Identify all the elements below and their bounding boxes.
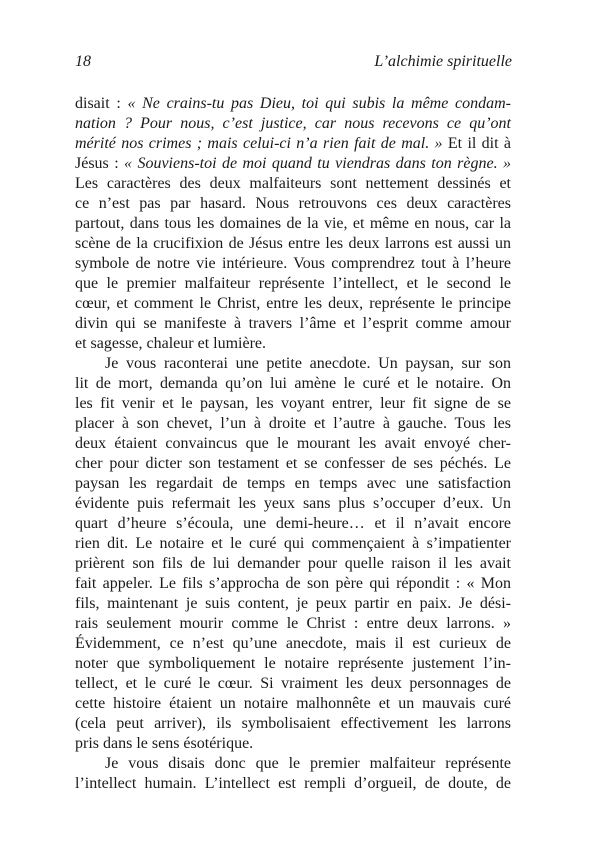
text-segment: rien dit. Le notaire et le curé qui commençaient à s’impatienter: [75, 535, 511, 552]
text-segment: Les caractères des deux malfaiteurs sont nettement dessinés et: [75, 175, 511, 192]
text-line: [75, 474, 511, 494]
italic-quote-text: « Ne crains-tu pas Dieu, toi qui subis la même condam-: [127, 95, 511, 112]
text-line: [75, 774, 511, 794]
text-segment: partout, dans tous les domaines de la vie, et même en nous, car la: [75, 215, 511, 232]
text-segment: que le premier malfaiteur représente l’intellect, et le second le: [75, 275, 511, 292]
text-segment: Je vous disais donc que le premier malfaiteur représente: [105, 755, 511, 772]
text-line: [75, 634, 511, 654]
text-line: [75, 414, 511, 434]
page-number: 18: [75, 53, 91, 70]
text-segment: noter que symboliquement le notaire représente justement l’in-: [75, 655, 511, 672]
text-line: [75, 434, 511, 454]
text-segment: cette histoire étaient un notaire malhonnête et un mauvais curé: [75, 695, 511, 712]
text-segment: (cela peut arriver), ils symbolisaient effectivement les larrons: [75, 715, 511, 732]
text-line: [75, 334, 511, 354]
text-line: [75, 374, 511, 394]
text-line: [75, 594, 511, 614]
text-line: [75, 234, 511, 254]
text-line: [75, 694, 511, 714]
text-line: [75, 554, 511, 574]
body-text: [75, 94, 511, 794]
text-line: [75, 294, 511, 314]
italic-quote-text: « Souviens-toi de moi quand tu viendras dans ton règne. »: [124, 155, 511, 172]
text-segment: ce n’est pas par hasard. Nous retrouvons ces deux caractères: [75, 195, 511, 212]
text-segment: évidente puis refermait les yeux sans plus s’occuper d’eux. Un: [75, 495, 511, 512]
text-segment: Évidemment, ce n’est qu’une anecdote, mais il est curieux de: [75, 635, 511, 652]
running-title: L’alchimie spirituelle: [374, 53, 512, 70]
text-line: [75, 174, 511, 194]
text-segment: quart d’heure s’écoula, une demi-heure… et il n’avait encore: [75, 515, 511, 532]
text-line: [75, 674, 511, 694]
text-segment: deux étaient convaincus que le mourant les avait envoyé cher-: [75, 435, 511, 452]
text-segment: divin qui se manifeste à travers l’âme et l’esprit comme amour: [75, 315, 511, 332]
text-line: [75, 214, 511, 234]
text-line: [75, 354, 511, 374]
text-line: [75, 194, 511, 214]
text-line: [75, 454, 511, 474]
text-segment: placer à son chevet, l’un à droite et l’autre à gauche. Tous les: [75, 415, 511, 432]
text-line: [75, 534, 511, 554]
text-line: [75, 94, 511, 114]
text-segment: fait appeler. Le fils s’approcha de son père qui répondit : « Mon: [75, 575, 511, 592]
text-line: [75, 654, 511, 674]
text-segment: lit de mort, demanda qu’on lui amène le curé et le notaire. On: [75, 375, 511, 392]
text-line: [75, 274, 511, 294]
text-segment: cœur, et comment le Christ, entre les deux, représente le principe: [75, 295, 511, 312]
text-line: [75, 254, 511, 274]
text-line: [75, 514, 511, 534]
text-line: [75, 134, 511, 154]
text-segment: l’intellect humain. L’intellect est rempli d’orgueil, de doute, de: [75, 775, 511, 792]
text-line: [75, 614, 511, 634]
text-segment: Je vous raconterai une petite anecdote. Un paysan, sur son: [105, 355, 511, 372]
text-line: [75, 114, 511, 134]
text-line: [75, 574, 511, 594]
text-segment: fils, maintenant je suis content, je peux partir en paix. Je dési-: [75, 595, 511, 612]
text-line: [75, 314, 511, 334]
text-segment: symbole de notre vie intérieure. Vous comprendrez tout à l’heure: [75, 255, 511, 272]
text-line: [75, 154, 511, 174]
text-segment: Jésus :: [75, 155, 125, 172]
italic-quote-text: nation ? Pour nous, c’est justice, car nous recevons ce qu’ont: [75, 115, 511, 132]
text-segment: pris dans le sens ésotérique.: [75, 735, 254, 752]
text-segment: Et il dit à: [442, 135, 511, 152]
text-segment: tellect, et le curé le cœur. Si vraiment les deux personnages de: [75, 675, 511, 692]
text-segment: scène de la crucifixion de Jésus entre les deux larrons est aussi un: [75, 235, 511, 252]
text-segment: disait :: [75, 95, 128, 112]
page-header: [75, 53, 512, 71]
text-line: [75, 734, 511, 754]
text-line: [75, 714, 511, 734]
text-segment: et sagesse, chaleur et lumière.: [75, 335, 267, 352]
text-line: [75, 394, 511, 414]
text-segment: paysan les regardait de temps en temps avec une satisfaction: [75, 475, 511, 492]
text-segment: cher pour dicter son testament et se confesser de ses péchés. Le: [75, 455, 511, 472]
text-line: [75, 754, 511, 774]
text-line: [75, 494, 511, 514]
text-segment: prièrent son fils de lui demander pour quelle raison il les avait: [75, 555, 511, 572]
text-segment: rais seulement mourir comme le Christ : entre deux larrons. »: [75, 615, 511, 632]
text-segment: les fit venir et le paysan, les voyant entrer, leur fit signe de se: [75, 395, 511, 412]
italic-quote-text: mérité nos crimes ; mais celui-ci n’a rien fait de mal. »: [75, 135, 443, 152]
